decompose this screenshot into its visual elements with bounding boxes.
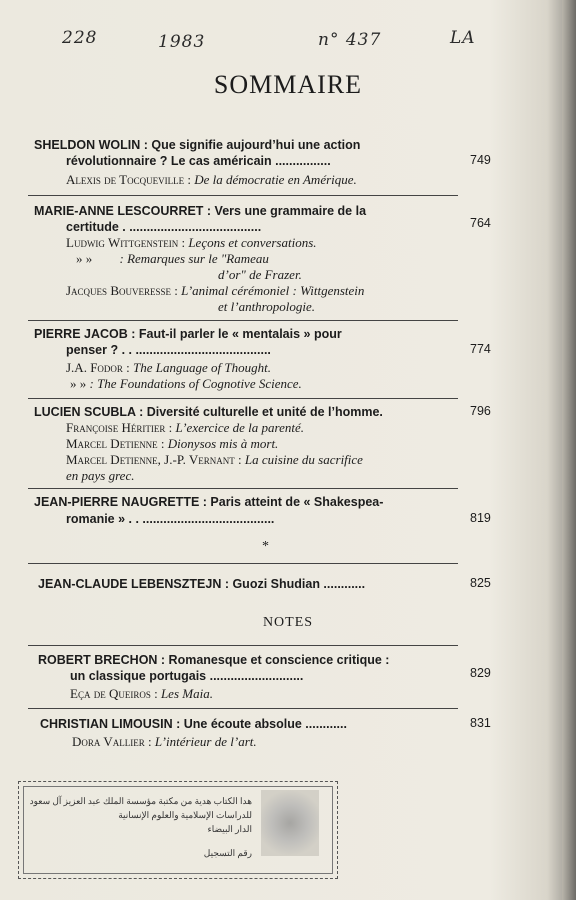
page-number: 749 [470,153,491,167]
ref-work: L’exercice de la parenté. [175,420,304,435]
ref-work: L’animal cérémoniel : Wittgenstein [181,283,365,298]
ref-author: » » [70,376,87,391]
page-number: 774 [470,342,491,356]
ref-work: : The Foundations of Cognotive Science. [89,376,302,391]
entry-title-line: PIERRE JACOB : Faut-il parler le « mentalais » pour [34,327,342,341]
page-title: SOMMAIRE [213,70,363,99]
entry-title-line: LUCIEN SCUBLA : Diversité culturelle et unité de l’homme. [34,405,383,419]
ref-work: L’intérieur de l’art. [154,734,257,749]
divider [28,320,458,321]
reference-line [72,734,257,750]
ref-work: La cuisine du sacrifice [244,452,363,467]
ref-author: Eça de Queiros : [70,686,158,701]
divider [28,708,458,709]
page-number: 819 [470,511,491,525]
ref-work: : Remarques sur le "Rameau [119,251,269,266]
reference-line [66,172,357,188]
handwritten-issue: n° 437 [318,30,382,50]
ref-author: » » [76,251,93,266]
handwritten-number: 228 [62,28,98,48]
seal-image [261,790,319,856]
entry-title-line: certitude . ...................................... [66,220,262,234]
divider [28,563,458,564]
ref-work: De la démocratie en Amérique. [194,172,357,187]
entry-title-line: penser ? . . ....................................... [66,343,271,357]
page-number: 831 [470,716,491,730]
page-number: 825 [470,576,491,590]
ref-work: Leçons et conversations. [188,235,317,250]
reference-line [76,251,269,267]
ref-author: Jacques Bouveresse : [66,283,178,298]
ref-author: Ludwig Wittgenstein : [66,235,186,250]
reference-line [66,452,363,468]
entry-title-line: romanie » . . ...................................... [66,512,275,526]
entry-title-line: MARIE-ANNE LESCOURRET : Vers une grammaire de la [34,204,367,218]
reference-line [66,235,317,251]
reference-line [66,360,271,376]
entry-title-line: JEAN-PIERRE NAUGRETTE : Paris atteint de « Shakespea- [34,495,384,509]
page-number: 796 [470,404,491,418]
reference-line [66,436,278,452]
section-separator: * [262,539,269,554]
reference-line [218,299,315,315]
page-number: 829 [470,666,491,680]
ref-work: d’or" de Frazer. [218,267,302,282]
handwritten-year: 1983 [158,32,206,52]
reference-line [70,686,213,702]
reference-line [66,420,304,436]
page-binding-edge [562,0,576,900]
reference-line [66,468,134,484]
stamp-text-line: رقم التسجيل [203,848,252,858]
divider [28,195,458,196]
reference-line [218,267,302,283]
entry-title-line: JEAN-CLAUDE LEBENSZTEJN : Guozi Shudian ............ [38,577,366,591]
ref-author: Alexis de Tocqueville : [66,172,191,187]
entry-title-line: SHELDON WOLIN : Que signifie aujourd’hui une action [34,138,361,152]
entry-title-line: ROBERT BRECHON : Romanesque et conscience critique : [38,653,390,667]
ref-author: Marcel Detienne, J.-P. Vernant : [66,452,242,467]
notes-heading: NOTES [262,615,314,630]
handwritten-initials: LA [450,28,476,48]
divider [28,488,458,489]
ref-author: Françoise Héritier : [66,420,173,435]
reference-line [70,376,302,392]
ref-author: Dora Vallier : [72,734,152,749]
stamp-text-line: للدراسات الإسلامية والعلوم الإنسانية [118,810,252,820]
entry-title-line: un classique portugais ........................... [70,669,304,683]
stamp-text-line: هدا الكتاب هدية من مكتبة مؤسسة الملك عبد العزيز آل سعود [29,796,252,806]
ref-work: The Language of Thought. [133,360,272,375]
ref-work: et l’anthropologie. [218,299,316,314]
page-number: 764 [470,216,491,230]
ref-author: J.A. Fodor : [66,360,130,375]
ref-work: en pays grec. [66,468,135,483]
ref-author: Marcel Detienne : [66,436,165,451]
ref-work: Dionysos mis à mort. [167,436,279,451]
reference-line [66,283,364,299]
divider [28,645,458,646]
entry-title-line: CHRISTIAN LIMOUSIN : Une écoute absolue ............ [40,717,347,731]
ref-work: Les Maia. [160,686,213,701]
entry-title-line: révolutionnaire ? Le cas américain ................ [66,154,331,168]
divider [28,398,458,399]
stamp-text-line: الدار البيضاء [207,824,252,834]
library-stamp [18,781,338,879]
